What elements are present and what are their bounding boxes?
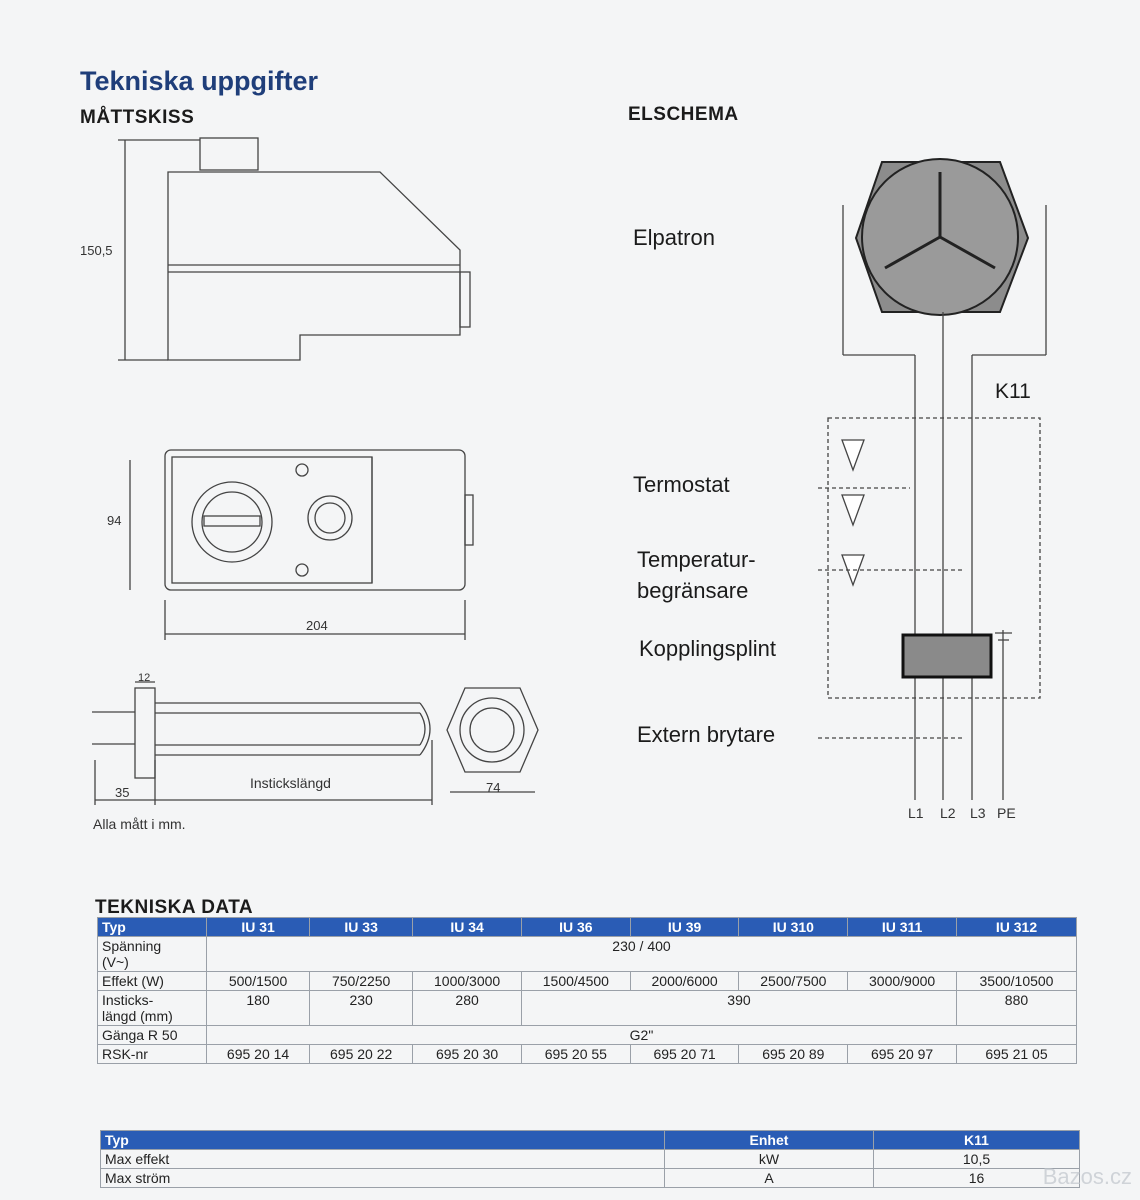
table-row [101, 1150, 1080, 1169]
header-model: IU 312 [956, 918, 1076, 937]
label-temperatur-2: begränsare [637, 578, 749, 603]
row-label-length: Insticks- längd (mm) [98, 991, 207, 1026]
rsk-value: 695 20 30 [413, 1045, 522, 1064]
k11-header-k11: K11 [874, 1131, 1080, 1150]
rsk-value: 695 20 22 [310, 1045, 413, 1064]
dim-flange: 12 [138, 672, 151, 684]
power-value: 3500/10500 [956, 972, 1076, 991]
rsk-value: 695 20 97 [848, 1045, 957, 1064]
dim-base: 35 [115, 785, 130, 800]
element-hex-drawing [447, 688, 538, 792]
k11-row-unit: A [665, 1169, 874, 1188]
section-mattskiss: MÅTTSKISS [80, 107, 195, 128]
dim-hex: 74 [486, 780, 501, 795]
phase-l3: L3 [970, 805, 986, 821]
rsk-value: 695 20 71 [630, 1045, 739, 1064]
front-view-drawing [130, 450, 473, 640]
page-title: Tekniska uppgifter [80, 66, 319, 96]
label-temperatur-1: Temperatur- [637, 547, 756, 572]
side-view-drawing [118, 138, 470, 360]
k11-header-typ: Typ [101, 1131, 665, 1150]
k11-header-row [101, 1131, 1080, 1150]
table-row [98, 1045, 1077, 1064]
phase-l1: L1 [908, 805, 924, 821]
power-value: 500/1500 [207, 972, 310, 991]
phase-pe: PE [997, 805, 1016, 821]
k11-row-label: Max effekt [101, 1150, 665, 1169]
length-value: 390 [521, 991, 956, 1026]
label-k11: K11 [995, 380, 1031, 403]
dim-width: 204 [306, 618, 328, 633]
label-kopplingsplint: Kopplingsplint [639, 636, 776, 661]
header-model: IU 31 [207, 918, 310, 937]
dim-depth: 94 [107, 513, 122, 528]
label-termostat: Termostat [633, 472, 730, 497]
label-elpatron: Elpatron [633, 225, 715, 250]
row-label-voltage: Spänning (V~) [98, 937, 207, 972]
power-value: 1500/4500 [521, 972, 630, 991]
dim-insertion-length: Instickslängd [250, 775, 331, 791]
k11-row-value: 10,5 [874, 1150, 1080, 1169]
header-typ: Typ [98, 918, 207, 937]
header-model: IU 33 [310, 918, 413, 937]
rsk-value: 695 20 55 [521, 1045, 630, 1064]
electrical-schema [818, 159, 1046, 800]
header-model: IU 36 [521, 918, 630, 937]
power-value: 2000/6000 [630, 972, 739, 991]
power-value: 1000/3000 [413, 972, 522, 991]
row-label-thread: Gänga R 50 [98, 1026, 207, 1045]
header-model: IU 311 [848, 918, 957, 937]
k11-row-value: 16 [874, 1169, 1080, 1188]
header-model: IU 39 [630, 918, 739, 937]
k11-row-unit: kW [665, 1150, 874, 1169]
watermark: Bazos.cz [1042, 1164, 1132, 1189]
tech-data-table [97, 917, 1077, 1064]
length-value: 180 [207, 991, 310, 1026]
length-value: 880 [956, 991, 1076, 1026]
table-row [98, 937, 1077, 972]
table-row [98, 1026, 1077, 1045]
header-model: IU 310 [739, 918, 848, 937]
table-row [98, 991, 1077, 1026]
length-value: 280 [413, 991, 522, 1026]
row-label-power: Effekt (W) [98, 972, 207, 991]
power-value: 3000/9000 [848, 972, 957, 991]
thread-value: G2" [207, 1026, 1077, 1045]
rsk-value: 695 21 05 [956, 1045, 1076, 1064]
k11-header-enhet: Enhet [665, 1131, 874, 1150]
length-value: 230 [310, 991, 413, 1026]
row-label-rsk: RSK-nr [98, 1045, 207, 1064]
table-row [101, 1169, 1080, 1188]
power-value: 750/2250 [310, 972, 413, 991]
voltage-value: 230 / 400 [207, 937, 1077, 972]
label-extern-brytare: Extern brytare [637, 722, 776, 747]
k11-row-label: Max ström [101, 1169, 665, 1188]
phase-l2: L2 [940, 805, 956, 821]
rsk-value: 695 20 14 [207, 1045, 310, 1064]
power-value: 2500/7500 [739, 972, 848, 991]
table-header-row [98, 918, 1077, 937]
header-model: IU 34 [413, 918, 522, 937]
rsk-value: 695 20 89 [739, 1045, 848, 1064]
dim-height: 150,5 [80, 243, 113, 258]
section-elschema: ELSCHEMA [628, 104, 739, 125]
dimensions-note: Alla mått i mm. [93, 816, 186, 832]
tech-data-heading: TEKNISKA DATA [95, 897, 254, 918]
k11-table [100, 1130, 1080, 1188]
table-row [98, 972, 1077, 991]
